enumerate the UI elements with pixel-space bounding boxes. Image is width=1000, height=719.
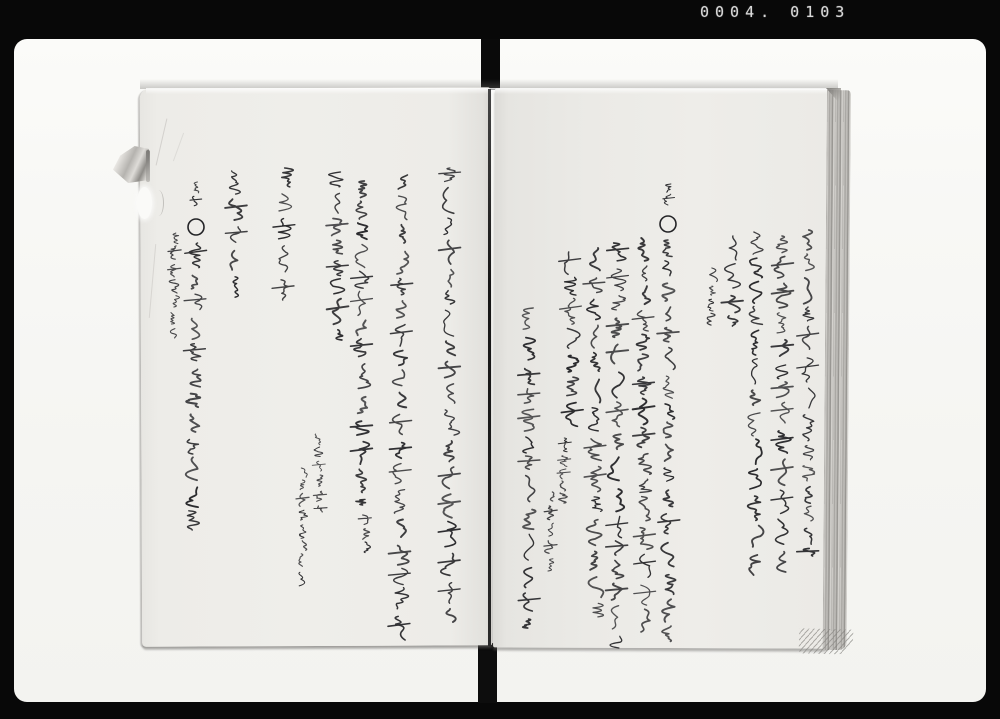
- manuscript-page-right: [493, 88, 831, 648]
- manuscript-page-left: [140, 87, 492, 647]
- fore-edge-bottom-corner: [799, 628, 854, 654]
- frame-counter: 0004. 0103: [700, 3, 851, 21]
- page-fore-edge-stack: [823, 90, 851, 650]
- paper-damage-spot: [137, 187, 152, 219]
- cradle-gap-bottom: [478, 643, 497, 703]
- book-gutter: [488, 89, 491, 646]
- page-clip-shadow: [146, 150, 150, 182]
- paper-damage-crease: [153, 190, 164, 216]
